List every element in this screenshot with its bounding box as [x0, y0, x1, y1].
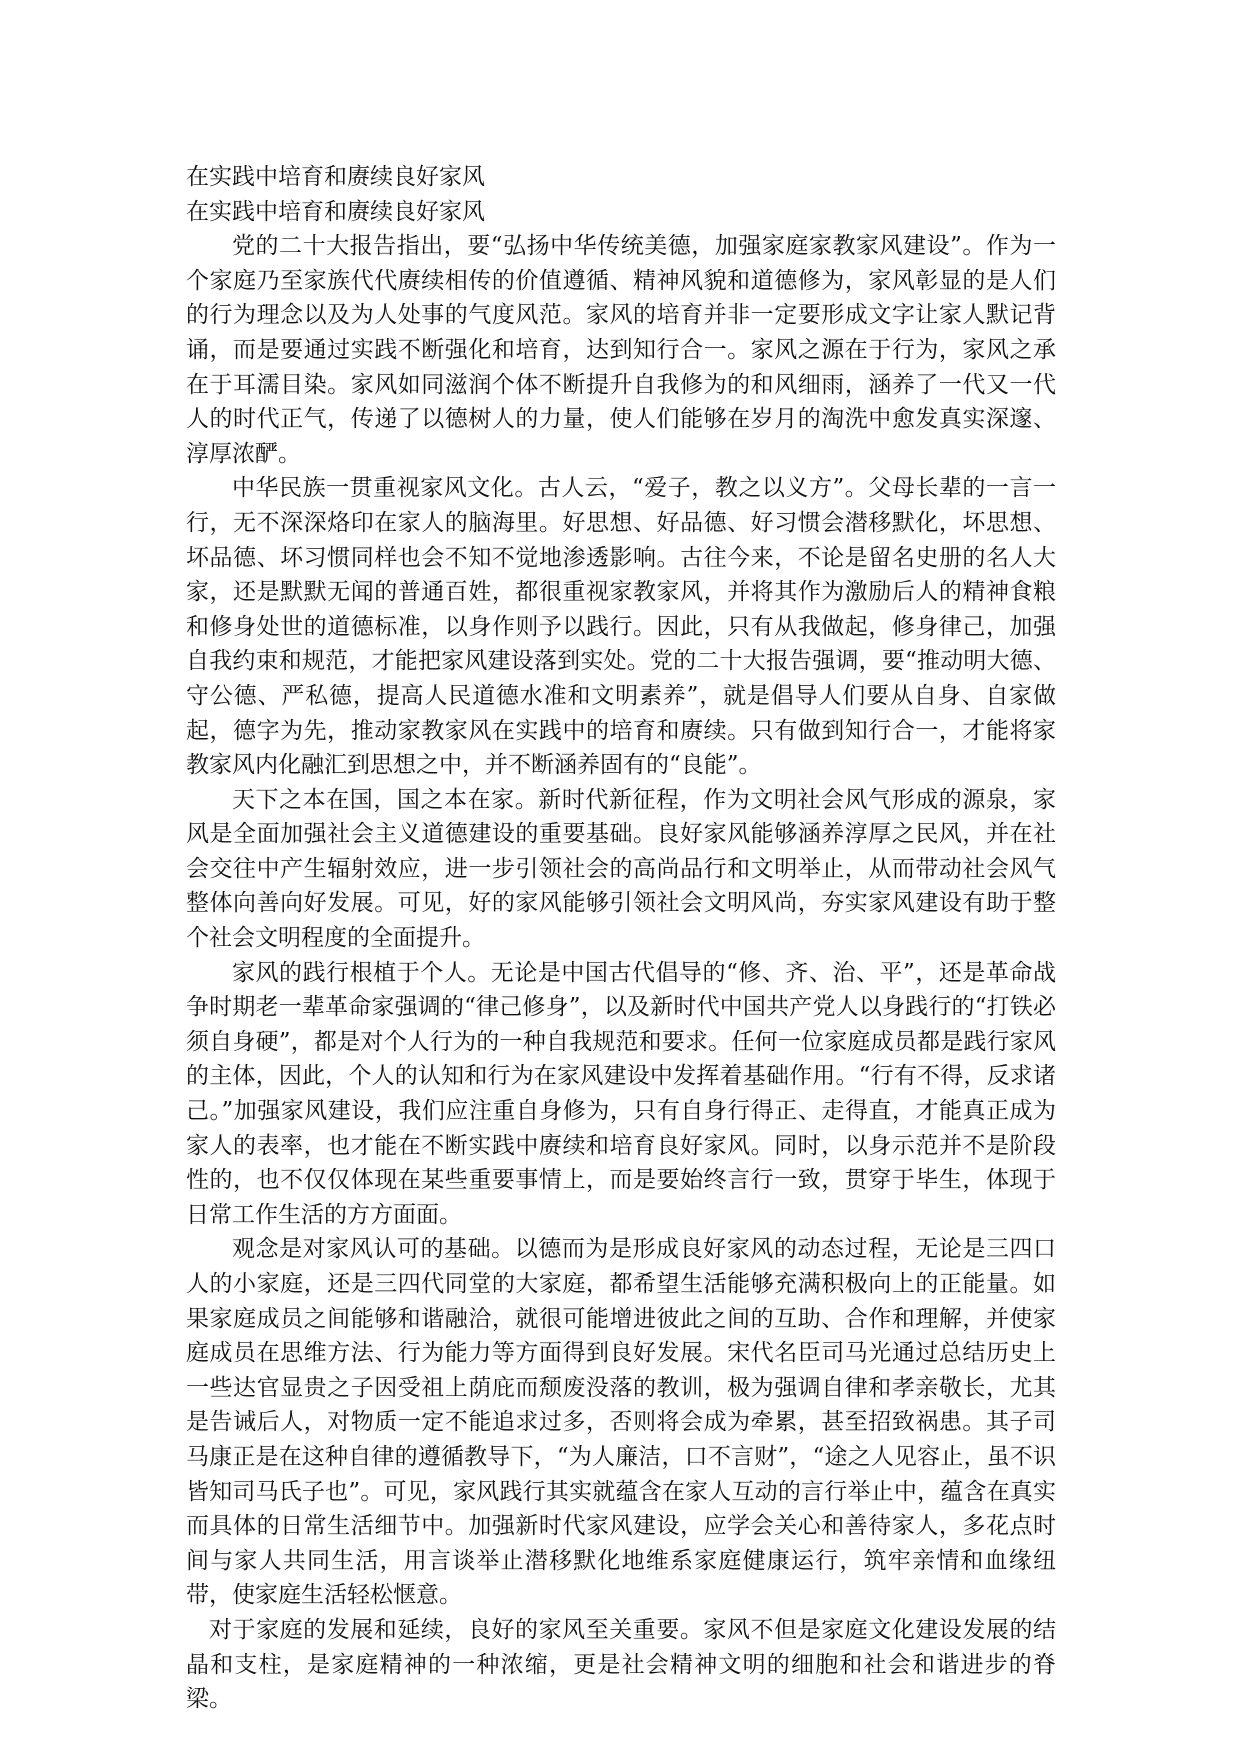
paragraph-4: 家风的践行根植于个人。无论是中国古代倡导的“修、齐、治、平”，还是革命战争时期老一辈革命家强调的“律己修身”，以及新时代中国共产党人以身践行的“打铁必须自身硬”，都是对个人行为的一种自我规范和要求。任何一位家庭成员都是践行家风的主体，因此，个人的认知和行为在家风建设中发挥着基础作用。“行有不得，反求诸己。”加强家风建设，我们应注重自身修为，只有自身行得正、走得直，才能真正成为家人的表率，也才能在不断实践中赓续和培育良好家风。同时，以身示范并不是阶段性的，也不仅仅体现在某些重要事情上，而是要始终言行一致，贯穿于毕生，体现于日常工作生活的方方面面。: [186, 959, 1056, 1228]
document-title: 在实践中培育和赓续良好家风: [186, 164, 485, 190]
document-subtitle: 在实践中培育和赓续良好家风: [186, 198, 485, 225]
paragraph-3: 天下之本在国，国之本在家。新时代新征程，作为文明社会风气形成的源泉，家风是全面加强社会主义道德建设的重要基础。良好家风能够涵养淳厚之民风，并在社会交往中产生辐射效应，进一步引领社会的高尚品行和文明举止，从而带动社会风气整体向善向好发展。可见，好的家风能够引领社会文明风尚，夯实家风建设有助于整个社会文明程度的全面提升。: [186, 786, 1056, 952]
paragraph-5: 观念是对家风认可的基础。以德而为是形成良好家风的动态过程，无论是三四口人的小家庭，还是三四代同堂的大家庭，都希望生活能够充满积极向上的正能量。如果家庭成员之间能够和谐融洽，就很可能增进彼此之间的互助、合作和理解，并使家庭成员在思维方法、行为能力等方面得到良好发展。宋代名臣司马光通过总结历史上一些达官显贵之子因受祖上荫庇而颓废没落的教训，极为强调自律和孝亲敬长，尤其是告诫后人，对物质一定不能追求过多，否则将会成为牵累，甚至招致祸患。其子司马康正是在这种自律的遵循教导下，“为人廉洁，口不言财”，“途之人见容止，虽不识皆知司马氏子也”。可见，家风践行其实就蕴含在家人互动的言行举止中，蕴含在真实而具体的日常生活细节中。加强新时代家风建设，应学会关心和善待家人，多花点时间与家人共同生活，用言谈举止潜移默化地维系家庭健康运行，筑牢亲情和血缘纽带，使家庭生活轻松惬意。: [186, 1236, 1056, 1609]
paragraph-1: 党的二十大报告指出，要“弘扬中华传统美德，加强家庭家教家风建设”。作为一个家庭乃至家族代代赓续相传的价值遵循、精神风貌和道德修为，家风彰显的是人们的行为理念以及为人处事的气度风范。家风的培育并非一定要形成文字让家人默记背诵，而是要通过实践不断强化和培育，达到知行合一。家风之源在于行为，家风之承在于耳濡目染。家风如同滋润个体不断提升自我修为的和风细雨，涵养了一代又一代人的时代正气，传递了以德树人的力量，使人们能够在岁月的淘洗中愈发真实深邃、淳厚浓酽。: [186, 233, 1056, 467]
paragraph-2: 中华民族一贯重视家风文化。古人云，“爱子，教之以义方”。父母长辈的一言一行，无不深深烙印在家人的脑海里。好思想、好品德、好习惯会潜移默化，坏思想、坏品德、坏习惯同样也会不知不觉地渗透影响。古往今来，不论是留名史册的名人大家，还是默默无闻的普通百姓，都很重视家教家风，并将其作为激励后人的精神食粮和修身处世的道德标准，以身作则予以践行。因此，只有从我做起，修身律己，加强自我约束和规范，才能把家风建设落到实处。党的二十大报告强调，要“推动明大德、守公德、严私德，提高人民道德水准和文明素养”，就是倡导人们要从自身、自家做起，德字为先，推动家教家风在实践中的培育和赓续。只有做到知行合一，才能将家教家风内化融汇到思想之中，并不断涵养固有的“良能”。: [186, 475, 1056, 779]
paragraph-6: 对于家庭的发展和延续，良好的家风至关重要。家风不但是家庭文化建设发展的结晶和支柱，是家庭精神的一种浓缩，更是社会精神文明的细胞和社会和谐进步的脊梁。: [186, 1616, 1056, 1713]
document-body: [186, 160, 1056, 1717]
